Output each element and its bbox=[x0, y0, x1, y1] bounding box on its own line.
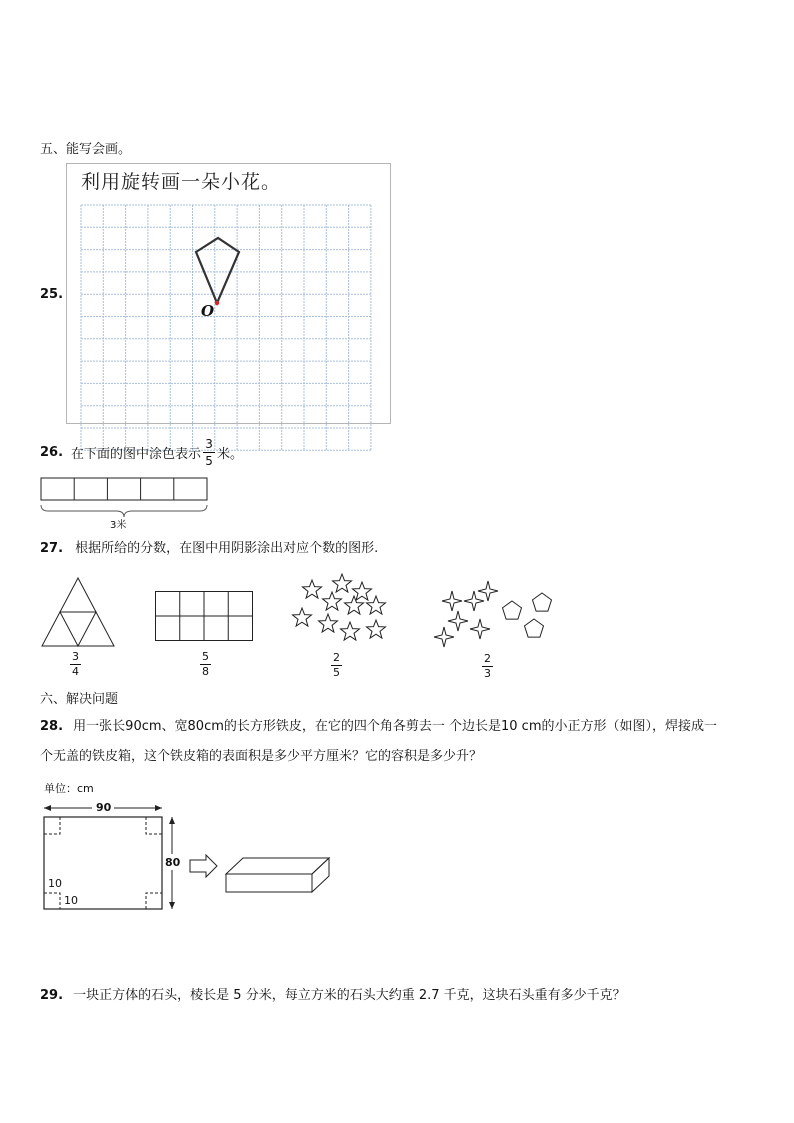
sparkle-shape bbox=[448, 611, 468, 631]
q27-stars-figure bbox=[290, 572, 390, 652]
q28-number: 28. bbox=[40, 719, 64, 734]
q26-text-before: 在下面的图中涂色表示 bbox=[71, 447, 202, 462]
q28-corner-b: 10 bbox=[64, 894, 78, 907]
q27-fraction-4 bbox=[482, 653, 493, 680]
q29-line bbox=[40, 987, 626, 1005]
q26-brace-label: 3米 bbox=[110, 520, 127, 531]
q27-number: 27. bbox=[40, 541, 64, 556]
q28-line-1 bbox=[40, 718, 717, 736]
q25-instruction: 利用旋转画一朵小花。 bbox=[81, 171, 282, 193]
q27-fraction-3-den: 5 bbox=[333, 666, 340, 679]
sparkle-shape bbox=[478, 581, 498, 601]
q27-fraction-2-den: 8 bbox=[202, 665, 209, 678]
q26-fraction-num: 3 bbox=[205, 437, 213, 451]
q25-point-label: O bbox=[201, 302, 215, 320]
q28-dim-height: 80 bbox=[165, 856, 181, 869]
q29-number: 29. bbox=[40, 988, 64, 1003]
q29-text: 一块正方体的石头，棱长是 5 分米，每立方米的石头大约重 2.7 千克，这块石头重有多少千克？ bbox=[73, 988, 626, 1003]
star-shape bbox=[367, 620, 386, 638]
q27-fraction-4-num: 2 bbox=[484, 652, 491, 665]
star-shape bbox=[353, 582, 372, 600]
q26-text-after: 米。 bbox=[217, 447, 244, 462]
star-shape bbox=[293, 608, 312, 626]
q25-grid bbox=[67, 164, 390, 423]
kite-shape bbox=[196, 238, 239, 303]
q27-line bbox=[40, 540, 378, 558]
q27-sparkles-pentagons-figure bbox=[432, 575, 562, 655]
q25-picture bbox=[66, 163, 391, 424]
pentagon-shape bbox=[533, 593, 552, 611]
star-shape bbox=[323, 592, 342, 610]
q27-text: 根据所给的分数，在图中用阴影涂出对应个数的图形. bbox=[75, 541, 379, 556]
q28-line-2: 个无盖的铁皮箱，这个铁皮箱的表面积是多少平方厘米？它的容积是多少升？ bbox=[40, 749, 483, 764]
q28-dim-width: 90 bbox=[96, 801, 112, 814]
q27-fraction-1-num: 3 bbox=[72, 650, 79, 663]
pentagon-shape bbox=[525, 619, 544, 637]
q27-rect-grid-figure bbox=[155, 591, 255, 641]
q28-unit: 单位：cm bbox=[44, 782, 94, 795]
rotation-center-point bbox=[215, 301, 219, 305]
q26-number: 26. bbox=[40, 445, 64, 460]
sparkle-shape bbox=[434, 627, 454, 647]
star-shape bbox=[367, 596, 386, 614]
q25-number: 25. bbox=[40, 287, 64, 302]
q26-fraction-den: 5 bbox=[205, 454, 213, 468]
star-shape bbox=[319, 614, 338, 632]
q27-triangle-figure bbox=[40, 576, 120, 646]
q27-fraction-1-den: 4 bbox=[72, 665, 79, 678]
sparkle-shape bbox=[442, 591, 462, 611]
q27-fraction-2-num: 5 bbox=[202, 650, 209, 663]
pentagon-shape bbox=[503, 601, 522, 619]
star-shape bbox=[341, 622, 360, 640]
star-shape bbox=[333, 574, 352, 592]
sparkle-shape bbox=[464, 591, 484, 611]
q27-fraction-3 bbox=[331, 652, 342, 679]
q28-corner-a: 10 bbox=[48, 877, 62, 890]
star-shape bbox=[303, 580, 322, 598]
q28-diagram bbox=[40, 796, 340, 926]
section-5-heading: 五、能写会画。 bbox=[40, 142, 132, 157]
q26-fraction bbox=[203, 437, 215, 468]
q27-fraction-1 bbox=[70, 651, 81, 678]
q27-fraction-3-num: 2 bbox=[333, 651, 340, 664]
q26-line bbox=[40, 437, 243, 468]
q27-fraction-4-den: 3 bbox=[484, 667, 491, 680]
q27-fraction-2 bbox=[200, 651, 211, 678]
q28-text-1: 用一张长90cm、宽80cm的长方形铁皮，在它的四个角各剪去一 个边长是10 cm的小正方形（如图），焊接成一 bbox=[73, 719, 717, 734]
section-6-heading: 六、解决问题 bbox=[40, 692, 119, 707]
sparkle-shape bbox=[470, 619, 490, 639]
star-shape bbox=[345, 596, 364, 614]
